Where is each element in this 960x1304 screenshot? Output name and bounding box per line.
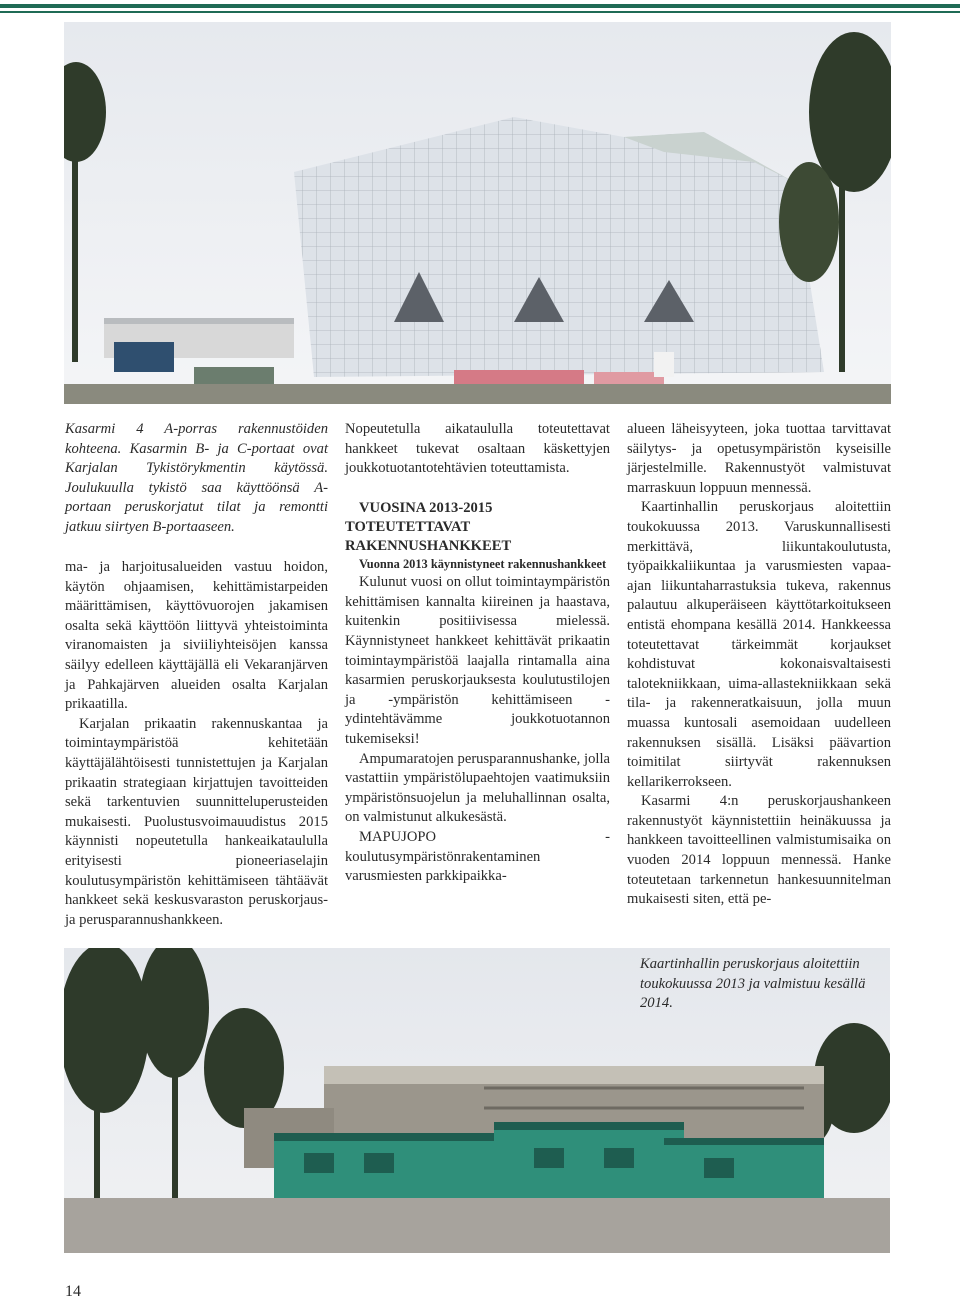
text-column-3 — [627, 420, 891, 910]
paragraph: ma- ja harjoitusalueiden vastuu hoidon, käytön ohjaamisen, kehittämistarpeiden määrittämisen, käyttövuorojen jakamisen osalta sekä käyttöön liittyvä yhteistoiminta viranomaisten ja siviiliyhteisöjen kanssa säilyy edelleen käyttäjällä eli Vekaranjärven ja Pahkajärven alueiden osalta Karjalan prikaatilla. — [65, 559, 328, 713]
paragraph: Nopeutetulla aikataululla toteutettavat hankkeet tukevat osaltaan käskettyjen joukkotuotantotehtävien toteuttamista. — [345, 421, 610, 477]
text-column-2 — [345, 420, 610, 887]
subsection-heading: Vuonna 2013 käynnistyneet rakennushankkeet — [359, 556, 607, 571]
page-number: 14 — [65, 1283, 81, 1300]
photo-kasarmi-4-scaffolding — [64, 22, 891, 404]
paragraph: Karjalan prikaatin rakennuskantaa ja toimintaympäristöä kehitetään käyttäjälähtöisesti tunnistettujen ja Karjalan prikaatin strategiaan kirjattujen tavoitteiden sekä tarkentuvien suunnitteluperusteiden mukaisesti. Puolustusvoimauudistus 2015 käynnisti nopeutetulla hankeaikataululla erityisesti pioneeriaselajin koulutusympäristön kehittämiseen tähtäävät hankkeet sekä keskusvaraston peruskorjaus- ja perusparannushankkeen. — [65, 715, 328, 928]
paragraph: Kulunut vuosi on ollut toimintaympäristön kehittämisen kannalta kiireinen ja haastava, kuitenkin positiivisessa mielessä. Käynnistyneet hankkeet kehittävät prikaatin toimintaympäristöä laajalla rintamalla aina kasarmien peruskorjauksesta koulutustilojen ja -ympäristön kehittämiseen - ydintehtävämme joukkotuotannon tukemiseksi! — [345, 574, 610, 748]
paragraph: Ampumaratojen perusparannushanke, jolla vastattiin ympäristölupaehtojen vaatimuksiin ympäristönsuojelun ja meluhallinnan osalta, on valmistunut alkukesästä. — [345, 750, 610, 826]
paragraph: Kaartinhallin peruskorjaus aloitettiin toukokuussa 2013. Varuskunnallisesti merkittävä, liikuntakoulutusta, työpaikkaliikuntaa ja varusmiesten vapaa-ajan liikuntaharrastuksia tukeva, rakennus palautuu alkuperäiseen käyttötarkoitukseen entistä ehompana kesällä 2014. Hankkeessa toteutettavat tärkeimmät korjaukset kohdistuvat kokonaisvaltaisesti talotekniikkaan, uima-allastekniikkaan sekä tila- ja rakenneratkaisuun, jolla muun muassa kuntosali asemoidaan uudelleen rakennuksen sisällä. Lisäksi päävartion toimitilat siirtyvät rakennuksen kellarikerrokseen. — [627, 499, 891, 790]
header-rule-thick — [0, 4, 960, 8]
paragraph: alueen läheisyyteen, joka tuottaa tarvittavat säilytys- ja opetusympäristön kyseisille järjestelmille. Rakennustyöt valmistuvat marraskuun loppuun mennessä. — [627, 421, 891, 496]
paragraph: Kasarmi 4:n peruskorjaushankeen rakennustyöt käynnistettiin heinäkuussa ja hankkeen tavoitteellinen valmistumisaika on vuoden 2014 loppuun mennessä. Hanke toteutetaan tarkennetun hankesuunnitelman mukaisesti siten, että pe- — [627, 793, 891, 908]
caption-top-photo: Kasarmi 4 A-porras rakennustöiden kohteena. Kasarmin B- ja C-portaat ovat Karjalan Tykistörykmentin käytössä. Joulukuulla tykistö saa käyttöönsä A-portaan peruskorjatut tilat ja remontti jatkuu siirtyen B-portaaseen. — [65, 421, 328, 535]
section-heading: VUOSINA 2013-2015 TOTEUTETTAVAT RAKENNUSHANKKEET — [345, 499, 512, 554]
caption-bottom-photo: Kaartinhallin peruskorjaus aloitettiin toukokuussa 2013 ja valmistuu kesällä 2014. — [640, 956, 866, 1012]
paragraph: MAPUJOPO -koulutusympäristönrakentaminen varusmiesten parkkipaikka- — [345, 829, 610, 885]
header-rule-thin — [0, 11, 960, 13]
text-column-1 — [65, 558, 328, 930]
spacer — [345, 479, 610, 499]
